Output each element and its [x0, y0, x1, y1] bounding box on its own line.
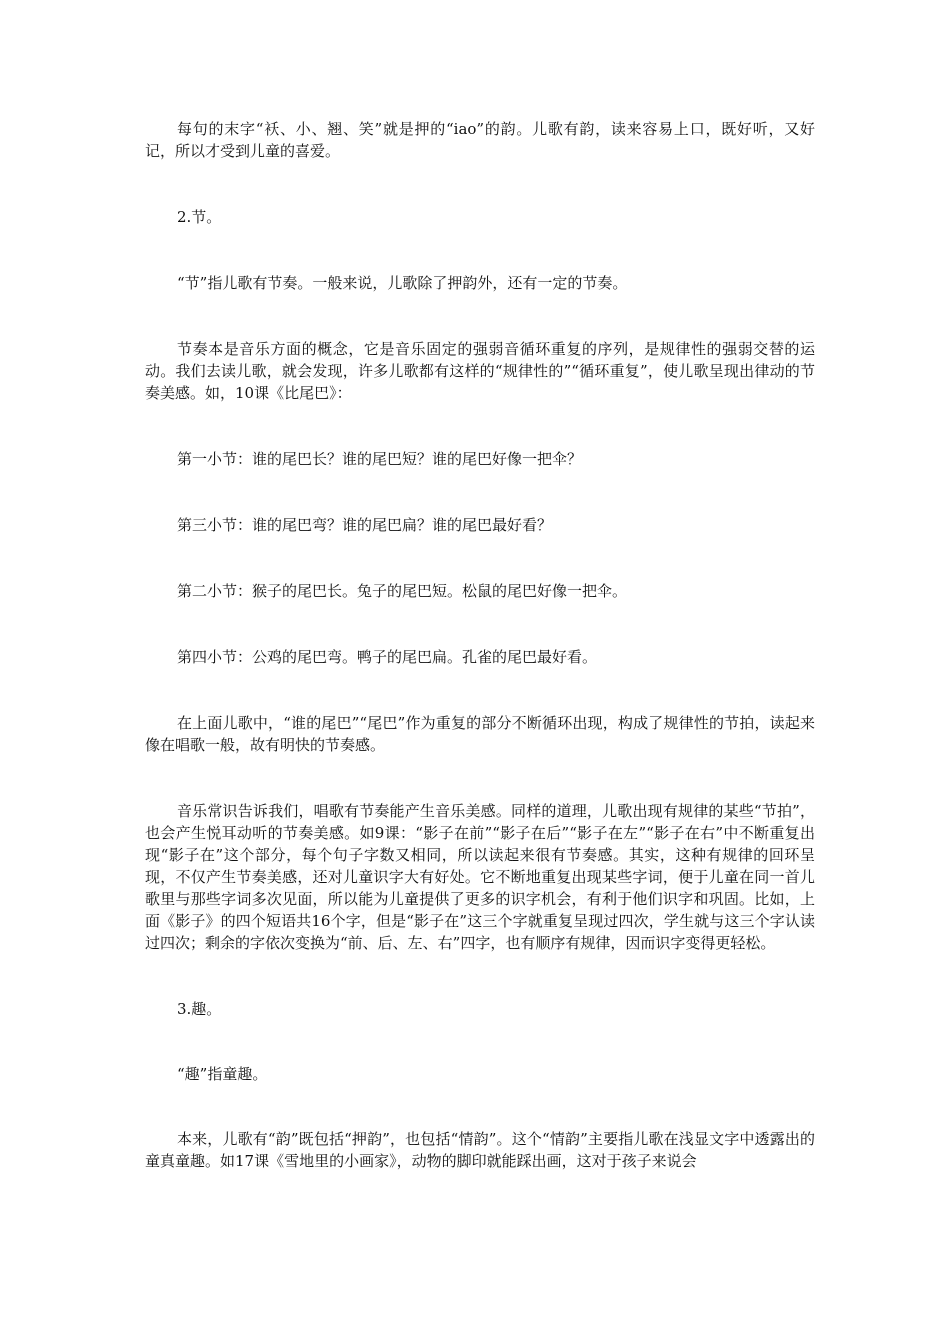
section-heading-rhythm: 2.节。 — [177, 208, 222, 226]
paragraph-rhyme-example: 每句的末字“袄、小、翘、笑”就是押的“iao”的韵。儿歌有韵，读来容易上口，既好听，又好记，所以才受到儿童的喜爱。 — [145, 120, 815, 160]
paragraph-fun-definition: “趣”指童趣。 — [177, 1065, 268, 1083]
paragraph-rhythm-definition: “节”指儿歌有节奏。一般来说，儿歌除了押韵外，还有一定的节奏。 — [177, 274, 628, 292]
verse-stanza-one: 第一小节：谁的尾巴长？谁的尾巴短？谁的尾巴好像一把伞？ — [177, 450, 583, 468]
paragraph-fun-explanation: 本来，儿歌有“韵”既包括“押韵”，也包括“情韵”。这个“情韵”主要指儿歌在浅显文字中透露出的童真童趣。如17课《雪地里的小画家》，动物的脚印就能踩出画，这对于孩子来说会 — [145, 1130, 815, 1170]
section-heading-fun: 3.趣。 — [177, 1000, 222, 1018]
verse-stanza-four: 第四小节：公鸡的尾巴弯。鸭子的尾巴扁。孔雀的尾巴最好看。 — [177, 648, 598, 666]
paragraph-repetition-analysis: 在上面儿歌中，“谁的尾巴”“尾巴”作为重复的部分不断循环出现，构成了规律性的节拍，读起来像在唱歌一般，故有明快的节奏感。 — [145, 714, 815, 754]
document-page — [145, 118, 815, 1172]
paragraph-music-knowledge: 音乐常识告诉我们，唱歌有节奏能产生音乐美感。同样的道理，儿歌出现有规律的某些“节拍”，也会产生悦耳动听的节奏美感。如9课：“影子在前”“影子在后”“影子在左”“影子在右”中不断重复出现“影子在”这个部分，每个句子字数又相同，所以读起来很有节奏感。其实，这种有规律的回环呈现，不仅产生节奏美感，还对儿童识字大有好处。它不断地重复出现某些字词，便于儿童在同一首儿歌里与那些字词多次见面，所以能为儿童提供了更多的识字机会，有利于他们识字和巩固。比如，上面《影子》的四个短语共16个字，但是“影子在”这三个字就重复呈现过四次，学生就与这三个字认读过四次；剩余的字依次变换为“前、后、左、右”四字，也有顺序有规律，因而识字变得更轻松。 — [145, 802, 815, 952]
verse-stanza-three: 第三小节：谁的尾巴弯？谁的尾巴扁？谁的尾巴最好看？ — [177, 516, 553, 534]
verse-stanza-two: 第二小节：猴子的尾巴长。兔子的尾巴短。松鼠的尾巴好像一把伞。 — [177, 582, 628, 600]
paragraph-rhythm-concept: 节奏本是音乐方面的概念，它是音乐固定的强弱音循环重复的序列，是规律性的强弱交替的运动。我们去读儿歌，就会发现，许多儿歌都有这样的“规律性的”“循环重复”，使儿歌呈现出律动的节奏美感。如，10课《比尾巴》： — [145, 340, 815, 402]
